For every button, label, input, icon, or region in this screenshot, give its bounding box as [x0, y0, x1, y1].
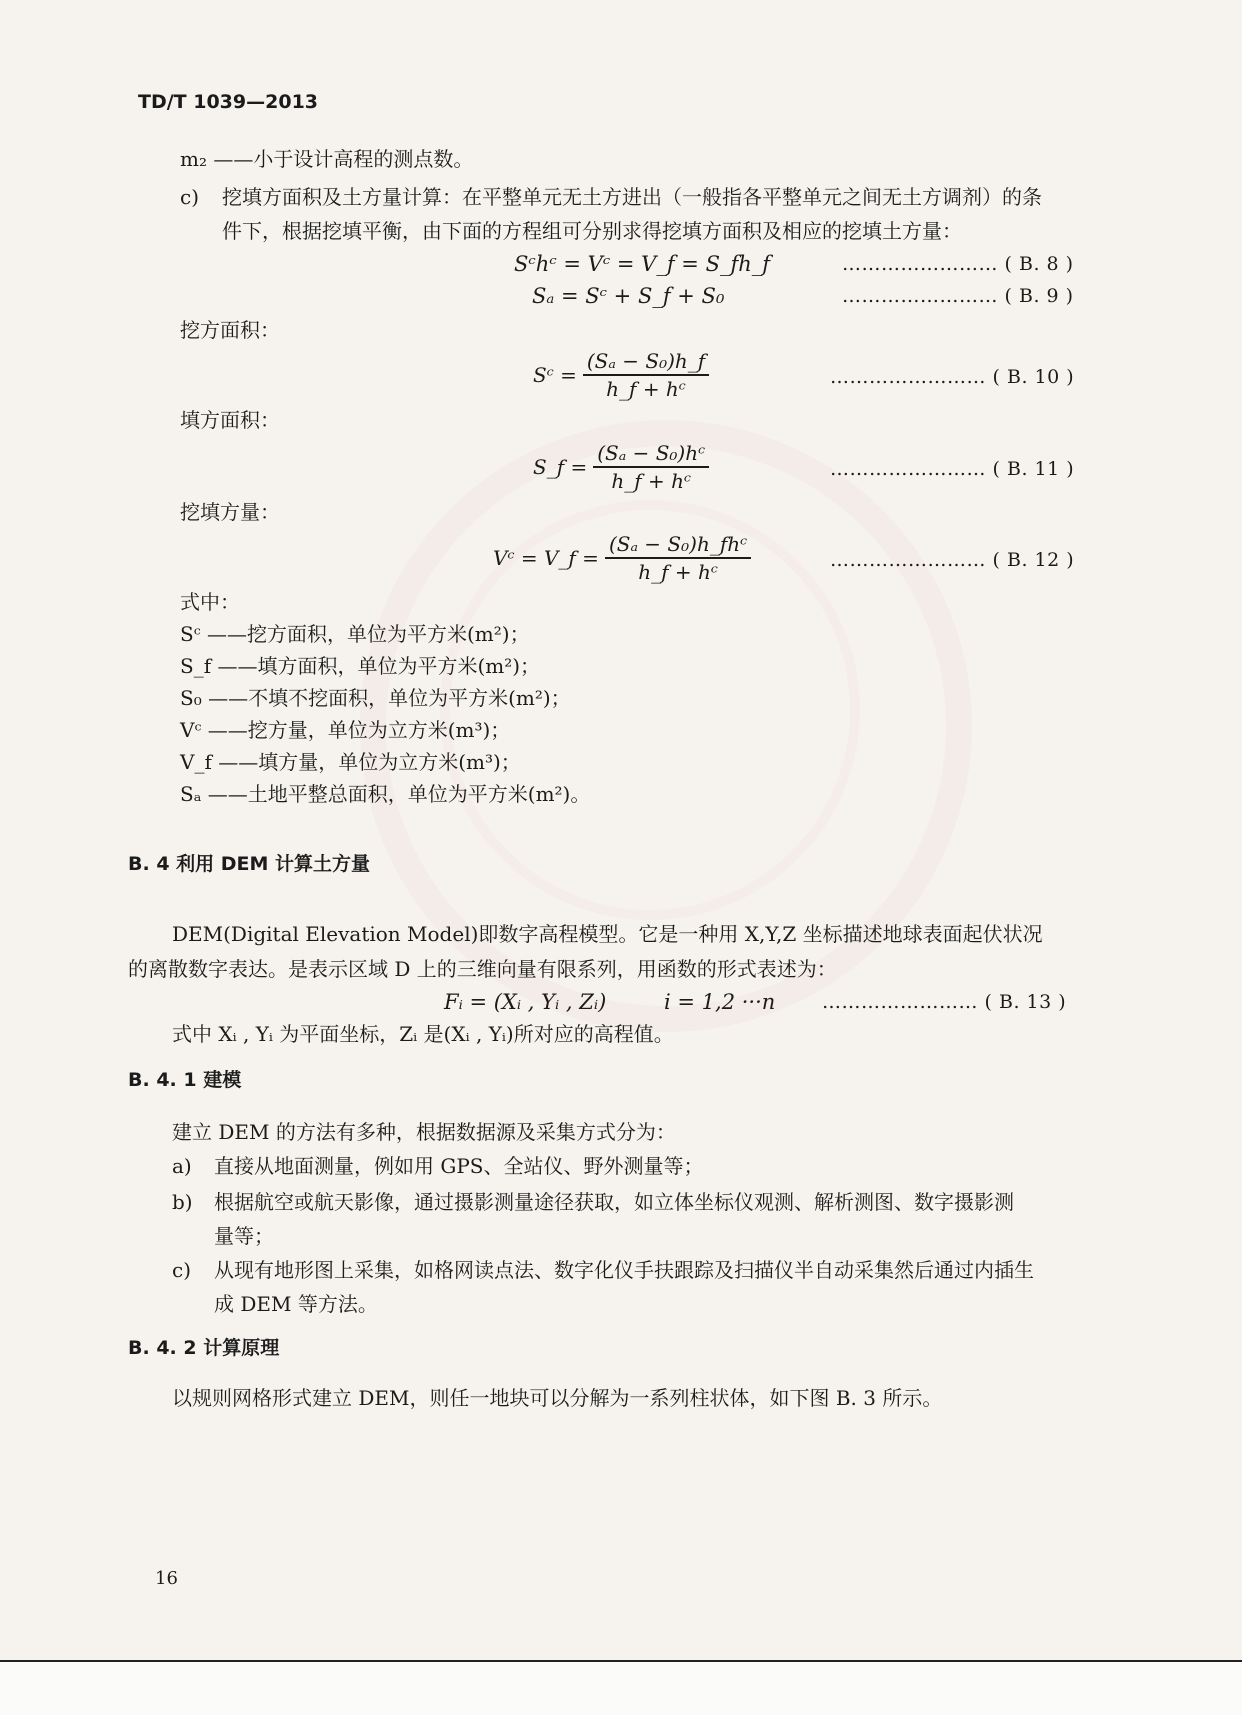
- list-label-c: c): [180, 185, 200, 209]
- definition-vf: V_f ——填方量，单位为立方米(m³)；: [180, 750, 521, 774]
- equation-b10: [533, 348, 709, 402]
- document-id-header: TD/T 1039—2013: [138, 91, 319, 113]
- dem-paragraph-line3: 式中 Xᵢ , Yᵢ 为平面坐标，Zᵢ 是(Xᵢ , Yᵢ)所对应的高程值。: [172, 1022, 674, 1046]
- list-label-a: a): [172, 1154, 192, 1178]
- section-heading-b41: B. 4. 1 建模: [128, 1069, 242, 1091]
- equation-ref-b13: …………………… ( B. 13 ): [822, 991, 1067, 1013]
- dem-paragraph-line2: 的离散数字表达。是表示区域 D 上的三维向量有限系列，用函数的形式表述为：: [128, 957, 837, 981]
- equation-b12-denominator: h_f + hᶜ: [638, 559, 718, 584]
- equation-b10-lhs: Sᶜ =: [533, 362, 577, 387]
- equation-b9: Sₐ = Sᶜ + S_f + S₀: [532, 284, 725, 308]
- definition-sc: Sᶜ ——挖方面积，单位为平方米(m²)；: [180, 622, 530, 646]
- label-cut-area: 挖方面积：: [180, 318, 280, 342]
- list-item-b-line2: 量等；: [214, 1224, 274, 1248]
- equation-b13-range: i = 1,2 ···n: [664, 990, 776, 1014]
- page-number: 16: [155, 1568, 178, 1589]
- definition-vc: Vᶜ ——挖方量，单位为立方米(m³)；: [180, 718, 511, 742]
- equation-b12-lhs: Vᶜ = V_f =: [493, 545, 599, 570]
- equation-ref-b12: …………………… ( B. 12 ): [830, 549, 1075, 571]
- equation-ref-b10: …………………… ( B. 10 ): [830, 366, 1075, 388]
- equation-ref-b8: …………………… ( B. 8 ): [842, 253, 1074, 275]
- list-item-a: 直接从地面测量，例如用 GPS、全站仪、野外测量等；: [214, 1154, 704, 1178]
- equation-b11: [533, 440, 709, 494]
- label-fill-area: 填方面积：: [180, 408, 280, 432]
- equation-b12: [493, 531, 751, 585]
- list-label-b: b): [172, 1190, 193, 1214]
- equation-b10-denominator: h_f + hᶜ: [606, 376, 686, 401]
- paragraph-c-line1: 挖填方面积及土方量计算：在平整单元无土方进出（一般指各平整单元之间无土方调剂）的条: [222, 185, 1042, 209]
- scan-bottom-margin: [0, 1660, 1242, 1715]
- list-label-c2: c): [172, 1258, 192, 1282]
- equation-b13: Fᵢ = (Xᵢ , Yᵢ , Zᵢ): [444, 990, 607, 1014]
- equation-b12-numerator: (Sₐ − S₀)h_fhᶜ: [608, 532, 748, 556]
- label-volume: 挖填方量：: [180, 500, 280, 524]
- equation-b10-numerator: (Sₐ − S₀)h_f: [586, 349, 706, 373]
- equation-b8: Sᶜhᶜ = Vᶜ = V_f = S_fh_f: [514, 252, 771, 276]
- definition-m2: m₂ ——小于设计高程的测点数。: [180, 147, 474, 171]
- definition-sa: Sₐ ——土地平整总面积，单位为平方米(m²)。: [180, 782, 591, 806]
- dem-paragraph-line1: DEM(Digital Elevation Model)即数字高程模型。它是一种用 X,Y,Z 坐标描述地球表面起伏状况: [172, 922, 1043, 946]
- equation-b11-denominator: h_f + hᶜ: [611, 468, 692, 493]
- equation-b11-lhs: S_f =: [533, 454, 588, 479]
- paragraph-c-line2: 件下，根据挖填平衡，由下面的方程组可分别求得挖填方面积及相应的挖填土方量：: [222, 219, 962, 243]
- calc-principle-paragraph: 以规则网格形式建立 DEM，则任一地块可以分解为一系列柱状体，如下图 B. 3 所示。: [172, 1386, 943, 1410]
- equation-ref-b11: …………………… ( B. 11 ): [830, 458, 1075, 480]
- section-heading-b42: B. 4. 2 计算原理: [128, 1337, 280, 1359]
- equation-b11-numerator: (Sₐ − S₀)hᶜ: [597, 441, 706, 465]
- section-heading-b4: B. 4 利用 DEM 计算土方量: [128, 853, 371, 875]
- where-label: 式中：: [180, 590, 240, 614]
- list-item-c2-line1: 从现有地形图上采集，如格网读点法、数字化仪手扶跟踪及扫描仪半自动采集然后通过内插生: [214, 1258, 1034, 1282]
- definition-sf: S_f ——填方面积，单位为平方米(m²)；: [180, 654, 541, 678]
- list-item-c2-line2: 成 DEM 等方法。: [214, 1292, 378, 1316]
- list-item-b-line1: 根据航空或航天影像，通过摄影测量途径获取，如立体坐标仪观测、解析测图、数字摄影测: [214, 1190, 1014, 1214]
- modeling-paragraph: 建立 DEM 的方法有多种，根据数据源及采集方式分为：: [172, 1120, 676, 1144]
- definition-s0: S₀ ——不填不挖面积，单位为平方米(m²)；: [180, 686, 571, 710]
- equation-ref-b9: …………………… ( B. 9 ): [842, 285, 1074, 307]
